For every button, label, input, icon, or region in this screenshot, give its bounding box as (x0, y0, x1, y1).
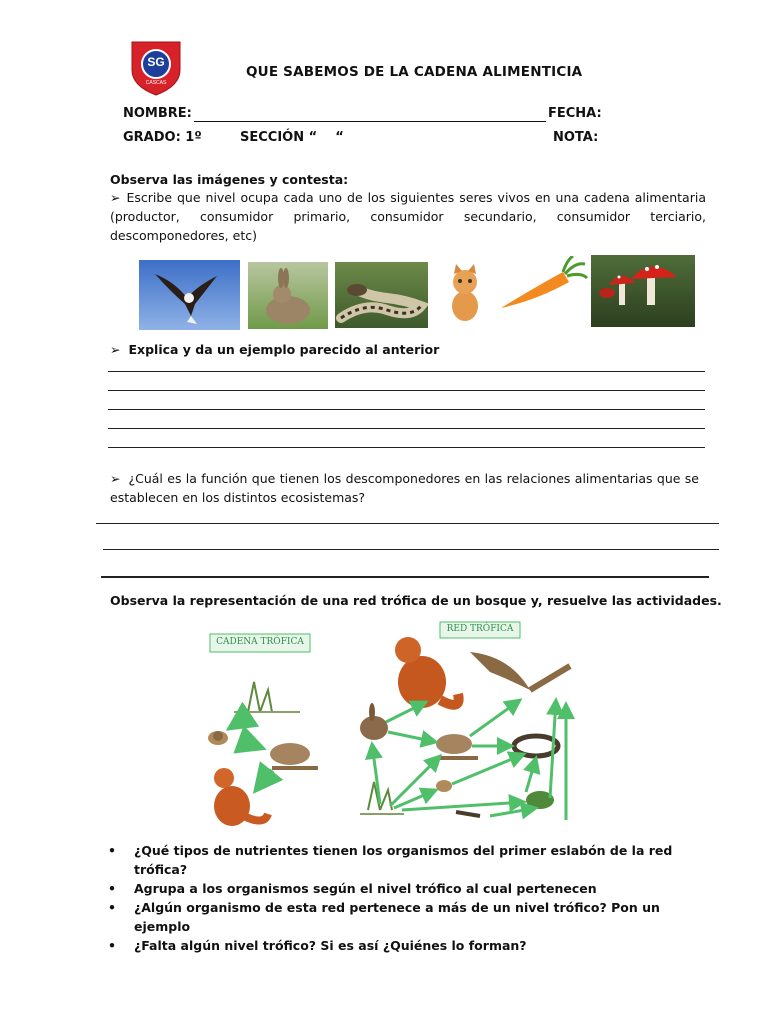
section1-instruction (110, 188, 706, 245)
section1-heading: Observa las imágenes y contesta: (110, 172, 349, 187)
list-item: • Agrupa a los organismos según el nivel trófico al cual pertenecen (108, 881, 597, 896)
answer-line[interactable] (108, 447, 705, 448)
logo-subtext: CASCAS (145, 80, 167, 86)
answer-line[interactable] (108, 390, 705, 391)
snake-image (335, 262, 428, 328)
arrow-bullet-icon: ➢ (110, 471, 121, 486)
section4-heading: Observa la representación de una red trófica de un bosque y, resuelve las actividades. (110, 593, 722, 608)
grado-label: GRADO: 1º (123, 130, 202, 145)
red-trofica-label: RED TRÓFICA (446, 624, 514, 634)
list-item: • ¿Qué tipos de nutrientes tienen los organismos del primer eslabón de la red trófica? (108, 843, 673, 877)
answer-line[interactable] (108, 428, 705, 429)
school-logo (130, 40, 182, 96)
nota-label: NOTA: (553, 130, 599, 145)
answer-line[interactable] (108, 409, 705, 410)
nombre-line[interactable] (194, 106, 546, 122)
instruction-text: Escribe que nivel ocupa cada uno de los siguientes seres vivos en una cadena alimentaria (productor, consumidor primario, consumidor secundario, consumidor terciario, descomponedores, etc) (110, 190, 706, 243)
question-text: ¿Cuál es la función que tienen los descomponedores en las relaciones alimentarias que se establecen en los distintos ecosistemas? (110, 471, 699, 505)
cadena-trofica-label: CADENA TRÓFICA (216, 637, 304, 647)
list-item: • ¿Algún organismo de esta red pertenece a más de un nivel trófico? Pon un ejemplo (108, 900, 660, 934)
list-item: • ¿Falta algún nivel trófico? Si es así ¿Quiénes lo forman? (108, 938, 527, 953)
section3-question (110, 469, 699, 507)
activity-list (108, 841, 718, 955)
arrow-bullet-icon: ➢ (110, 190, 121, 205)
section2-question (110, 340, 439, 359)
arrow-bullet-icon: ➢ (110, 342, 121, 357)
answer-line[interactable] (108, 371, 705, 372)
eagle-image (139, 260, 240, 330)
page-title: QUE SABEMOS DE LA CADENA ALIMENTICIA (246, 64, 583, 80)
fecha-label: FECHA: (548, 106, 602, 121)
nombre-label: NOMBRE: (123, 106, 192, 121)
rabbit-image (248, 262, 328, 329)
question-text: Explica y da un ejemplo parecido al anterior (128, 342, 440, 357)
answer-line[interactable] (96, 523, 719, 524)
food-web-diagram (190, 620, 590, 835)
seccion-label: SECCIÓN “ “ (240, 130, 344, 145)
kitten-image (444, 262, 486, 324)
carrot-image (497, 256, 589, 316)
answer-line[interactable] (103, 549, 719, 550)
mushrooms-image (591, 255, 695, 327)
logo-text: SG (147, 55, 165, 69)
answer-line[interactable] (101, 576, 709, 578)
